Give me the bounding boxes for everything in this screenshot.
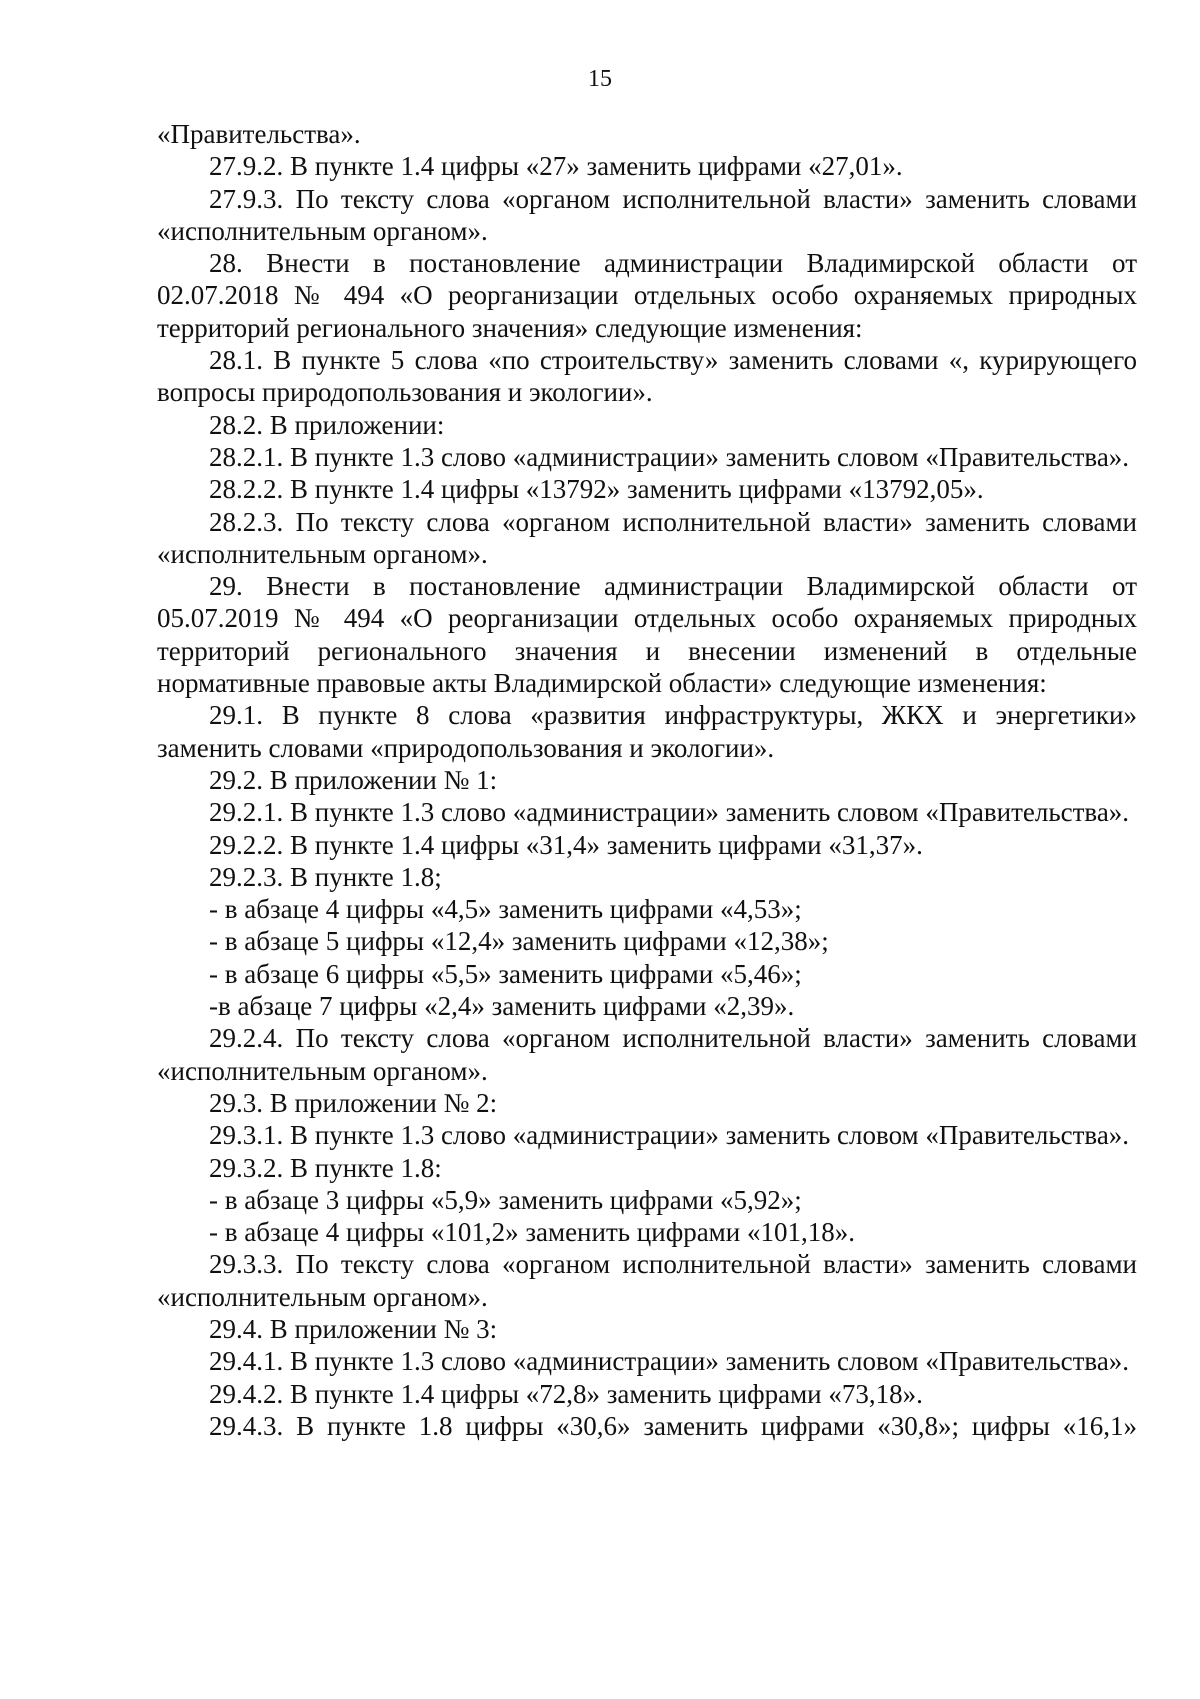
paragraph: - в абзаце 4 цифры «101,2» заменить цифрами «101,18».	[209, 1217, 855, 1248]
paragraph: «Правительства».	[157, 119, 361, 149]
paragraph: 28.2.1. В пункте 1.3 слово «администрации» заменить словом «Правительства».	[209, 441, 1130, 472]
paragraph: -в абзаце 7 цифры «2,4» заменить цифрами «2,39».	[209, 991, 795, 1022]
paragraph: 27.9.2. В пункте 1.4 цифры «27» заменить цифрами «27,01».	[209, 151, 903, 182]
paragraph: - в абзаце 5 цифры «12,4» заменить цифрами «12,38»;	[209, 926, 829, 957]
paragraph: 29.3.3. По тексту слова «органом исполнительной власти» заменить словами «исполнительным органом».	[157, 1249, 1137, 1312]
paragraph: - в абзаце 6 цифры «5,5» заменить цифрами «5,46»;	[209, 958, 802, 989]
paragraph: 28. Внести в постановление администрации Владимирской области от 02.07.2018 № 494 «О реорганизации отдельных особо охраняемых природных территорий регионального значения» следующие изменения:	[157, 248, 1137, 343]
paragraph: 29.2.4. По тексту слова «органом исполнительной власти» заменить словами «исполнительным органом».	[157, 1023, 1137, 1086]
paragraph: 28.2.3. По тексту слова «органом исполнительной власти» заменить словами «исполнительным органом».	[157, 506, 1137, 569]
paragraph: 29.3. В приложении № 2:	[209, 1087, 498, 1118]
paragraph: 29. Внести в постановление администрации Владимирской области от 05.07.2019 № 494 «О реорганизации отдельных особо охраняемых природных территорий регионального значения и внесении изменений в отдельные нормативные правовые акты Владимирской области» следующие изменения:	[157, 571, 1137, 699]
paragraph: 29.1. В пункте 8 слова «развития инфраструктуры, ЖКХ и энергетики» заменить словами «природопользования и экологии».	[157, 700, 1137, 763]
paragraph: 29.4.1. В пункте 1.3 слово «администрации» заменить словом «Правительства».	[209, 1346, 1130, 1377]
paragraph: 29.2.2. В пункте 1.4 цифры «31,4» заменить цифрами «31,37».	[209, 829, 923, 860]
paragraph: 27.9.3. По тексту слова «органом исполнительной власти» заменить словами «исполнительным органом».	[157, 183, 1137, 246]
document-body	[157, 118, 1137, 1442]
page-number: 15	[588, 66, 612, 92]
paragraph: 29.3.2. В пункте 1.8:	[209, 1152, 442, 1183]
paragraph: 29.2. В приложении № 1:	[209, 764, 498, 795]
paragraph: 28.2.2. В пункте 1.4 цифры «13792» заменить цифрами «13792,05».	[209, 474, 984, 505]
paragraph: 29.2.3. В пункте 1.8;	[209, 861, 442, 892]
paragraph: 29.4.2. В пункте 1.4 цифры «72,8» заменить цифрами «73,18».	[209, 1378, 923, 1409]
paragraph: 28.2. В приложении:	[209, 409, 445, 440]
paragraph: 29.4. В приложении № 3:	[209, 1313, 498, 1344]
paragraph: 28.1. В пункте 5 слова «по строительству» заменить словами «, курирующего вопросы природопользования и экологии».	[157, 345, 1137, 408]
paragraph: - в абзаце 3 цифры «5,9» заменить цифрами «5,92»;	[209, 1184, 802, 1215]
paragraph: 29.3.1. В пункте 1.3 слово «администрации» заменить словом «Правительства».	[209, 1120, 1130, 1151]
paragraph: 29.4.3. В пункте 1.8 цифры «30,6» заменить цифрами «30,8»; цифры «16,1»	[209, 1410, 1137, 1441]
paragraph: - в абзаце 4 цифры «4,5» заменить цифрами «4,53»;	[209, 894, 802, 925]
paragraph: 29.2.1. В пункте 1.3 слово «администрации» заменить словом «Правительства».	[209, 797, 1130, 828]
